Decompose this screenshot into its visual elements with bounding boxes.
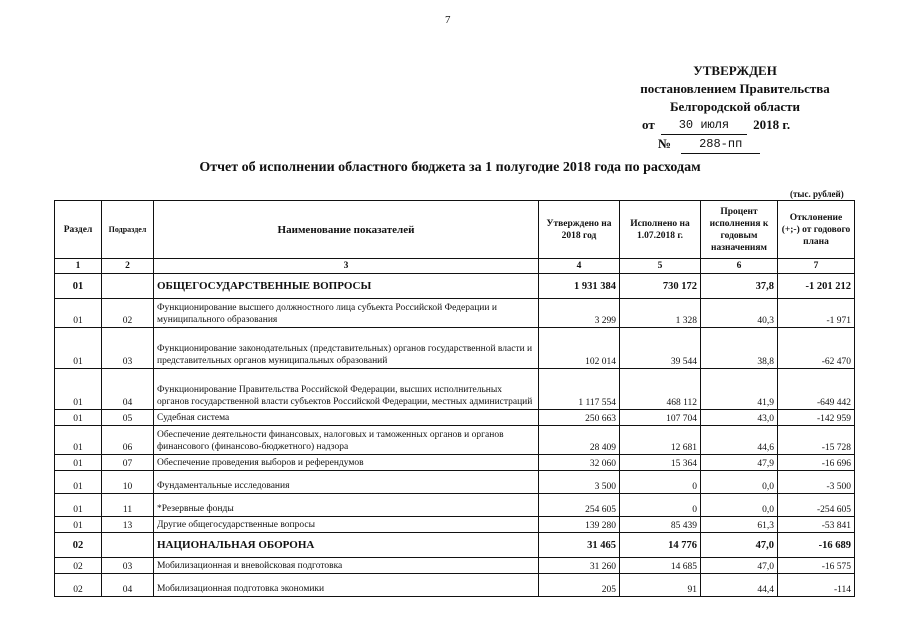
row-executed: 14 776	[620, 533, 701, 558]
row-subsection-code: 02	[102, 299, 154, 328]
col-number: 1	[55, 259, 102, 274]
header-executed: Исполнено на 1.07.2018 г.	[620, 201, 701, 259]
row-percent: 40,3	[701, 299, 778, 328]
header-subsection: Подраздел	[102, 201, 154, 259]
row-percent: 44,4	[701, 574, 778, 597]
header-percent: Процент исполнения к годовым назначениям	[701, 201, 778, 259]
row-name: ОБЩЕГОСУДАРСТВЕННЫЕ ВОПРОСЫ	[154, 274, 539, 299]
approval-stamp	[620, 62, 850, 154]
approval-number-row	[658, 135, 850, 154]
row-approved: 205	[539, 574, 620, 597]
row-executed: 15 364	[620, 455, 701, 471]
row-section-code: 01	[55, 471, 102, 494]
row-approved: 32 060	[539, 455, 620, 471]
row-section-code: 02	[55, 574, 102, 597]
row-deviation: -254 605	[778, 494, 855, 517]
page-number: 7	[445, 14, 451, 26]
number-value: 288-пп	[681, 135, 760, 154]
table-row	[55, 299, 855, 328]
row-approved: 254 605	[539, 494, 620, 517]
row-percent: 61,3	[701, 517, 778, 533]
row-name: Обеспечение деятельности финансовых, налоговых и таможенных органов и органов финансового (финансово-бюджетного) надзора	[154, 426, 539, 455]
row-name: Судебная система	[154, 410, 539, 426]
table-row	[55, 494, 855, 517]
row-approved: 31 465	[539, 533, 620, 558]
row-subsection-code: 06	[102, 426, 154, 455]
row-deviation: -114	[778, 574, 855, 597]
row-percent: 38,8	[701, 328, 778, 369]
row-section-code: 01	[55, 494, 102, 517]
row-deviation: -142 959	[778, 410, 855, 426]
row-name: НАЦИОНАЛЬНАЯ ОБОРОНА	[154, 533, 539, 558]
section-row	[55, 274, 855, 299]
row-subsection-code: 07	[102, 455, 154, 471]
table-row	[55, 558, 855, 574]
approval-title: УТВЕРЖДЕН	[693, 63, 777, 78]
col-number: 2	[102, 259, 154, 274]
row-approved: 28 409	[539, 426, 620, 455]
col-number: 6	[701, 259, 778, 274]
row-percent: 47,0	[701, 533, 778, 558]
row-percent: 47,0	[701, 558, 778, 574]
row-deviation: -1 971	[778, 299, 855, 328]
row-name: Мобилизационная подготовка экономики	[154, 574, 539, 597]
row-deviation: -3 500	[778, 471, 855, 494]
row-name: Обеспечение проведения выборов и референдумов	[154, 455, 539, 471]
col-number: 4	[539, 259, 620, 274]
row-approved: 102 014	[539, 328, 620, 369]
table-row	[55, 455, 855, 471]
row-section-code: 01	[55, 426, 102, 455]
row-deviation: -16 689	[778, 533, 855, 558]
row-approved: 1 931 384	[539, 274, 620, 299]
col-number: 3	[154, 259, 539, 274]
row-section-code: 01	[55, 274, 102, 299]
section-row	[55, 533, 855, 558]
header-name: Наименование показателей	[154, 201, 539, 259]
number-prefix: №	[658, 136, 672, 151]
row-name: Мобилизационная и вневойсковая подготовка	[154, 558, 539, 574]
row-executed: 0	[620, 471, 701, 494]
row-executed: 468 112	[620, 369, 701, 410]
row-percent: 37,8	[701, 274, 778, 299]
row-approved: 139 280	[539, 517, 620, 533]
row-subsection-code	[102, 533, 154, 558]
row-subsection-code: 10	[102, 471, 154, 494]
row-section-code: 02	[55, 533, 102, 558]
row-subsection-code: 03	[102, 328, 154, 369]
units-label: (тыс. рублей)	[790, 189, 844, 199]
row-deviation: -16 575	[778, 558, 855, 574]
row-deviation: -53 841	[778, 517, 855, 533]
table-row	[55, 410, 855, 426]
row-percent: 0,0	[701, 471, 778, 494]
row-deviation: -16 696	[778, 455, 855, 471]
table-row	[55, 471, 855, 494]
col-number: 5	[620, 259, 701, 274]
row-deviation: -15 728	[778, 426, 855, 455]
row-name: *Резервные фонды	[154, 494, 539, 517]
row-percent: 44,6	[701, 426, 778, 455]
date-value: 30 июля	[661, 116, 747, 135]
row-section-code: 01	[55, 299, 102, 328]
row-executed: 107 704	[620, 410, 701, 426]
header-section: Раздел	[55, 201, 102, 259]
row-executed: 730 172	[620, 274, 701, 299]
row-deviation: -649 442	[778, 369, 855, 410]
row-section-code: 01	[55, 410, 102, 426]
row-subsection-code: 04	[102, 574, 154, 597]
row-subsection-code: 04	[102, 369, 154, 410]
row-section-code: 01	[55, 517, 102, 533]
row-percent: 43,0	[701, 410, 778, 426]
row-approved: 3 299	[539, 299, 620, 328]
row-executed: 39 544	[620, 328, 701, 369]
row-name: Функционирование Правительства Российской Федерации, высших исполнительных органов государственной власти субъектов Российской Федерации, местных администраций	[154, 369, 539, 410]
table-row	[55, 426, 855, 455]
row-name: Функционирование законодательных (представительных) органов государственной власти и представительных органов муниципальных образований	[154, 328, 539, 369]
document-title: Отчет об исполнении областного бюджета за 1 полугодие 2018 года по расходам	[199, 160, 701, 175]
row-executed: 0	[620, 494, 701, 517]
date-year: 2018 г.	[753, 117, 791, 132]
header-approved: Утверждено на 2018 год	[539, 201, 620, 259]
row-name: Другие общегосударственные вопросы	[154, 517, 539, 533]
row-executed: 14 685	[620, 558, 701, 574]
row-section-code: 02	[55, 558, 102, 574]
col-number: 7	[778, 259, 855, 274]
row-approved: 250 663	[539, 410, 620, 426]
table-row	[55, 328, 855, 369]
approval-date-row	[642, 116, 850, 135]
row-section-code: 01	[55, 369, 102, 410]
budget-table	[54, 200, 855, 597]
row-name: Функционирование высшего должностного лица субъекта Российской Федерации и муниципального образования	[154, 299, 539, 328]
row-deviation: -1 201 212	[778, 274, 855, 299]
row-subsection-code: 13	[102, 517, 154, 533]
row-percent: 47,9	[701, 455, 778, 471]
row-percent: 41,9	[701, 369, 778, 410]
approval-decree: постановлением Правительства	[640, 81, 830, 96]
row-percent: 0,0	[701, 494, 778, 517]
row-section-code: 01	[55, 328, 102, 369]
table-row	[55, 517, 855, 533]
table-row	[55, 574, 855, 597]
row-subsection-code: 03	[102, 558, 154, 574]
approval-region: Белгородской области	[669, 99, 801, 114]
row-approved: 1 117 554	[539, 369, 620, 410]
row-executed: 85 439	[620, 517, 701, 533]
row-approved: 3 500	[539, 471, 620, 494]
row-approved: 31 260	[539, 558, 620, 574]
row-executed: 12 681	[620, 426, 701, 455]
table-row	[55, 369, 855, 410]
row-executed: 91	[620, 574, 701, 597]
row-section-code: 01	[55, 455, 102, 471]
row-name: Фундаментальные исследования	[154, 471, 539, 494]
row-deviation: -62 470	[778, 328, 855, 369]
row-executed: 1 328	[620, 299, 701, 328]
row-subsection-code: 11	[102, 494, 154, 517]
date-prefix: от	[642, 117, 655, 132]
header-deviation: Отклонение (+;-) от годового плана	[778, 201, 855, 259]
row-subsection-code	[102, 274, 154, 299]
row-subsection-code: 05	[102, 410, 154, 426]
